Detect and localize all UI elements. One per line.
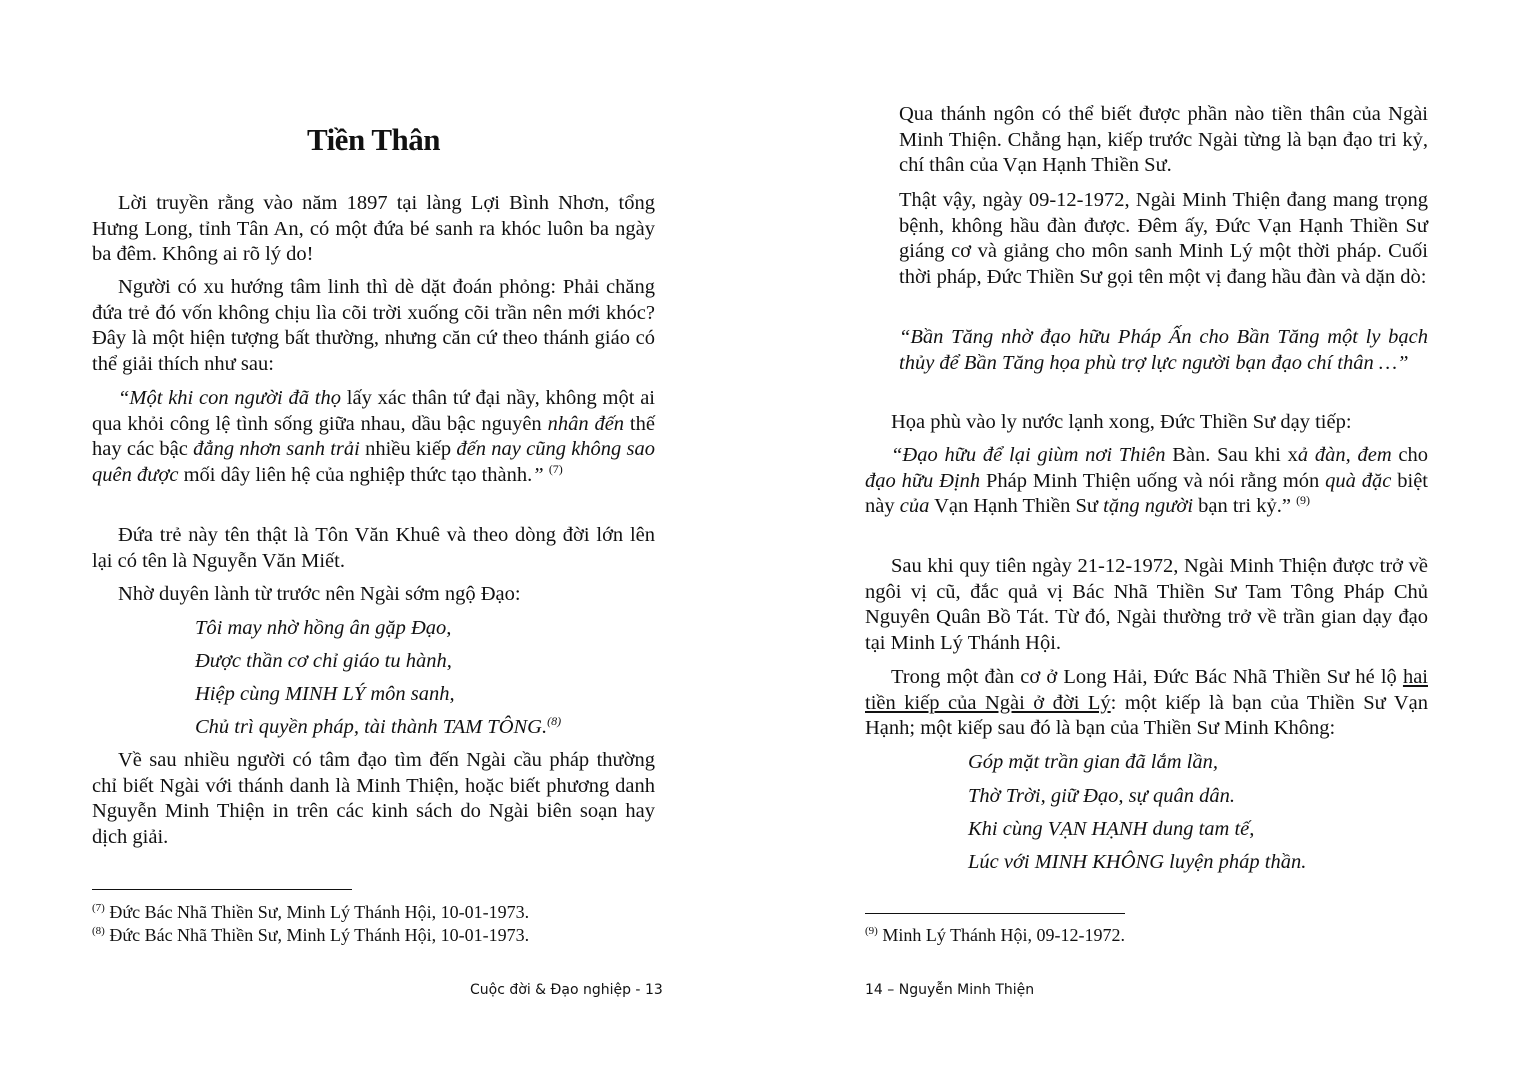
footnote-7-mark: (7) <box>92 902 105 914</box>
q2-part-e: đạo <box>865 469 896 492</box>
footnote-ref-8: (8) <box>547 714 562 729</box>
quote-part-h: mối dây liên hệ của nghiệp thức tạo thành. <box>178 463 533 486</box>
left-verse-line-3: Hiệp cùng MINH LÝ môn sanh, <box>195 683 455 705</box>
footnote-8-text: Đức Bác Nhã Thiền Sư, Minh Lý Thánh Hội, 10-01-1973. <box>104 925 530 945</box>
right-verse-line-3: Khi cùng VẠN HẠNH dung tam tế, <box>968 818 1255 840</box>
footnote-7 <box>92 902 529 923</box>
left-running-footer: Cuộc đời & Đạo nghiệp - 13 <box>470 982 663 998</box>
q2-part-k: Vạn Hạnh Thiền Sư <box>929 495 1104 518</box>
footnote-9 <box>865 925 1125 946</box>
q2-part-f: hữu Định <box>895 469 981 492</box>
q2-part-c: ả đàn, đem <box>1297 444 1392 466</box>
right-paragraph-2: Thật vậy, ngày 09-12-1972, Ngài Minh Thiện đang mang trọng bệnh, không hầu đàn được. Đêm ấy, Đức Vạn Hạnh Thiền Sư giáng cơ và giảng cho môn sanh Minh Lý một thời pháp. Cuối thời pháp, Đức Thiền Sư gọi tên một vị đang hầu đàn và dặn dò: <box>899 189 1428 288</box>
q2-part-b: Bàn. Sau khi x <box>1172 444 1298 466</box>
footnote-9-text: Minh Lý Thánh Hội, 09-12-1972. <box>877 925 1125 945</box>
left-paragraph-5: Nhờ duyên lành từ trước nên Ngài sớm ngộ Đạo: <box>118 583 521 605</box>
q2-part-d: cho <box>1391 444 1428 466</box>
right-quote-2 <box>865 443 1428 520</box>
footnote-8-mark: (8) <box>92 925 105 937</box>
footnote-divider <box>865 913 1125 914</box>
q2-part-h: quà đặc <box>1325 469 1392 492</box>
left-verse-line-1: Tôi may nhờ hồng ân gặp Đạo, <box>195 617 452 639</box>
footnote-ref-7: (7) <box>548 461 563 476</box>
right-running-header: 14 – Nguyễn Minh Thiện <box>865 982 1035 998</box>
quote-part-c: nhân đến <box>547 412 625 435</box>
left-verse-line-2: Được thần cơ chỉ giáo tu hành, <box>195 650 452 672</box>
left-paragraph-6: Về sau nhiều người có tâm đạo tìm đến Ngài cầu pháp thường chỉ biết Ngài với thánh danh là Minh Thiện, hoặc biết phương danh Nguyễn Minh Thiện in trên các kinh sách do Ngài biên soạn hay dịch giải. <box>92 749 655 848</box>
quote-part-a: “Một khi con người đã thọ <box>118 387 347 409</box>
verse-4-text: Chủ trì quyền pháp, tài thành TAM TÔNG. <box>195 716 548 738</box>
quote-part-e: đẳng nhơn sanh trải <box>193 438 360 461</box>
quote-end: ” <box>532 463 544 486</box>
p5-underlined: hai tiền kiếp của Ngài ở đời Lý <box>865 666 1428 714</box>
right-quote-1: “Bần Tăng nhờ đạo hữu Pháp Ấn cho Bần Tăng một ly bạch thủy để Bần Tăng họa phù trợ lực người bạn đạo chí thân …” <box>899 326 1428 374</box>
q2-part-j: của <box>899 495 930 518</box>
chapter-title: Tiền Thân <box>306 122 441 157</box>
footnote-8 <box>92 925 529 946</box>
right-verse-line-4: Lúc với MINH KHÔNG luyện pháp thần. <box>968 851 1307 873</box>
right-paragraph-4: Sau khi quy tiên ngày 21-12-1972, Ngài Minh Thiện được trở về ngôi vị cũ, đắc quả vị Bác Nhã Thiền Sư Tam Tông Pháp Chủ Nguyên Quân Bồ Tát. Từ đó, Ngài thường trở về trần gian dạy đạo tại Minh Lý Thánh Hội. <box>865 555 1428 654</box>
footnote-ref-9: (9) <box>1296 493 1311 508</box>
right-paragraph-5 <box>865 665 1428 742</box>
left-verse-line-4 <box>195 716 561 739</box>
p5-part-c: : một kiếp là bạn của Thiền Sư Vạn Hạnh; một kiếp sau đó là bạn của Thiền Sư Minh Không: <box>865 691 1429 740</box>
footnote-9-mark: (9) <box>865 925 878 937</box>
left-paragraph-2: Người có xu hướng tâm linh thì dè dặt đoán phỏng: Phải chăng đứa trẻ đó vốn không chịu lìa cõi trời xuống cõi trần nên mới khóc? Đây là một hiện tượng bất thường, nhưng căn cứ theo thánh giáo có thể giải thích như sau: <box>92 276 655 375</box>
right-verse-line-1: Góp mặt trần gian đã lắm lần, <box>968 751 1218 773</box>
left-paragraph-4: Đứa trẻ này tên thật là Tôn Văn Khuê và theo dòng đời lớn lên lại có tên là Nguyễn Văn Miết. <box>92 524 655 572</box>
quote-part-b: lấy xác thân tứ đại nầy, không một ai qua khỏi công lệ tình sống giữa nhau, dầu bậc nguyên <box>92 387 655 435</box>
q2-part-l: tặng người <box>1103 495 1194 518</box>
quote-part-f: nhiều kiếp <box>359 438 457 461</box>
q2-part-g: Pháp Minh Thiện uống và nói rằng món <box>980 469 1326 492</box>
footnote-7-text: Đức Bác Nhã Thiền Sư, Minh Lý Thánh Hội, 10-01-1973. <box>104 902 530 922</box>
quote-part-d: thế hay các bậc <box>92 412 655 461</box>
left-paragraph-1: Lời truyền rằng vào năm 1897 tại làng Lợi Bình Nhơn, tổng Hưng Long, tỉnh Tân An, có một đứa bé sanh ra khóc luôn ba ngày ba đêm. Không ai rõ lý do! <box>92 192 655 266</box>
quote-part-g: đến nay cũng không sao quên được <box>92 438 656 486</box>
footnote-divider <box>92 889 352 890</box>
left-quote-paragraph <box>92 386 655 488</box>
q2-part-a: “Đạo hữu để lại giùm nơi Thiên <box>891 444 1173 466</box>
q2-part-i: biệt này <box>865 469 1428 518</box>
right-verse-line-2: Thờ Trời, giữ Đạo, sự quân dân. <box>968 785 1235 807</box>
p5-part-a: Trong một đàn cơ ở Long Hải, Đức Bác Nhã Thiền Sư hé lộ <box>891 666 1403 688</box>
right-paragraph-1: Qua thánh ngôn có thể biết được phần nào tiền thân của Ngài Minh Thiện. Chẳng hạn, kiếp trước Ngài từng là bạn đạo tri kỷ, chí thân của Vạn Hạnh Thiền Sư. <box>899 103 1428 177</box>
q2-part-m: bạn tri kỷ.” <box>1193 495 1291 518</box>
right-paragraph-3: Họa phù vào ly nước lạnh xong, Đức Thiền Sư dạy tiếp: <box>891 411 1352 433</box>
